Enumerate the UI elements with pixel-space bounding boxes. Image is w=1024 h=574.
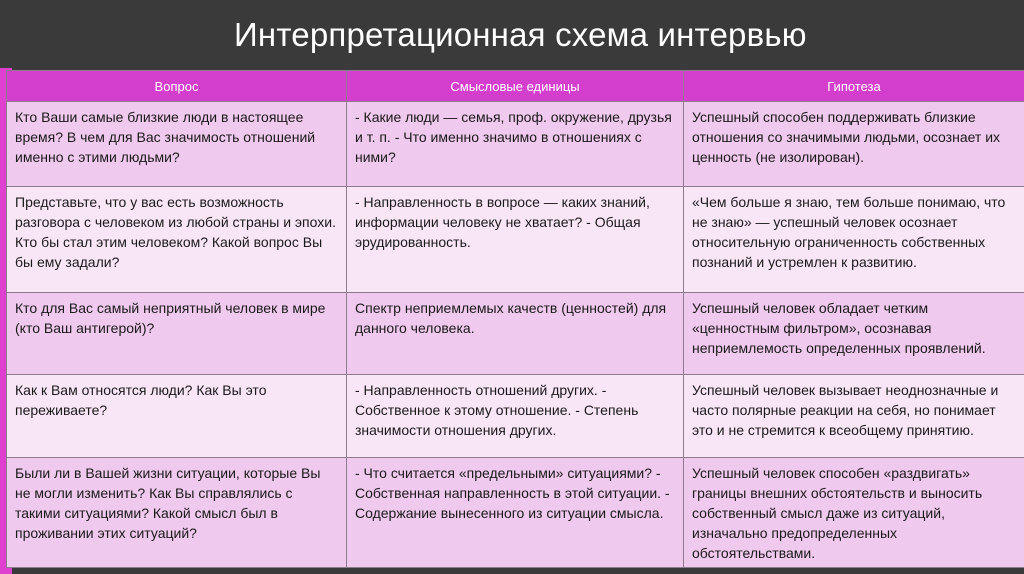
table-header-row [7,71,1024,102]
header-semantic-units: Смысловые единицы [347,71,684,102]
question-cell: Кто для Вас самый неприятный человек в мире (кто Ваш антигерой)? [7,293,347,375]
units-cell: - Какие люди — семья, проф. окружение, друзья и т. п. - Что именно значимо в отношениях с ними? [347,102,684,187]
hypothesis-cell: Успешный человек вызывает неоднозначные и часто полярные реакции на себя, но понимает это и не стремится к всеобщему принятию. [684,375,1024,458]
table-row [7,102,1024,187]
header-question: Вопрос [7,71,347,102]
units-cell: - Направленность в вопросе — каких знаний, информации человеку не хватает? - Общая эрудированность. [347,187,684,293]
hypothesis-cell: Успешный человек обладает четким «ценностным фильтром», осознавая неприемлемость определенных проявлений. [684,293,1024,375]
units-cell: Спектр неприемлемых качеств (ценностей) для данного человека. [347,293,684,375]
table-row [7,458,1024,568]
hypothesis-cell: Успешный человек способен «раздвигать» границы внешних обстоятельств и выносить собственный смысл даже из ситуаций, изначально предопределенных обстоятельствами. [684,458,1024,568]
slide-title: Интерпретационная схема интервью [234,16,807,53]
interview-scheme-table [6,70,1024,568]
question-cell: Представьте, что у вас есть возможность разговора с человеком из любой страны и эпохи. Кто бы стал этим человеком? Какой вопрос Вы бы ему задали? [7,187,347,293]
table-row [7,187,1024,293]
units-cell: - Что считается «предельными» ситуациями? - Собственная направленность в этой ситуации. - Содержание вынесенного из ситуации смысла. [347,458,684,568]
question-cell: Как к Вам относятся люди? Как Вы это переживаете? [7,375,347,458]
title-band [0,0,1024,68]
question-cell: Были ли в Вашей жизни ситуации, которые Вы не могли изменить? Как Вы справлялись с такими ситуациями? Какой смысл был в проживании этих ситуаций? [7,458,347,568]
hypothesis-cell: Успешный способен поддерживать близкие отношения со значимыми людьми, осознает их ценность (не изолирован). [684,102,1024,187]
table-row [7,293,1024,375]
table-row [7,375,1024,458]
units-cell: - Направленность отношений других. - Собственное к этому отношение. - Степень значимости отношения других. [347,375,684,458]
question-cell: Кто Ваши самые близкие люди в настоящее время? В чем для Вас значимость отношений именно с этими людьми? [7,102,347,187]
hypothesis-cell: «Чем больше я знаю, тем больше понимаю, что не знаю» — успешный человек осознает относительную ограниченность собственных познаний и устремлен к развитию. [684,187,1024,293]
header-hypothesis: Гипотеза [684,71,1024,102]
